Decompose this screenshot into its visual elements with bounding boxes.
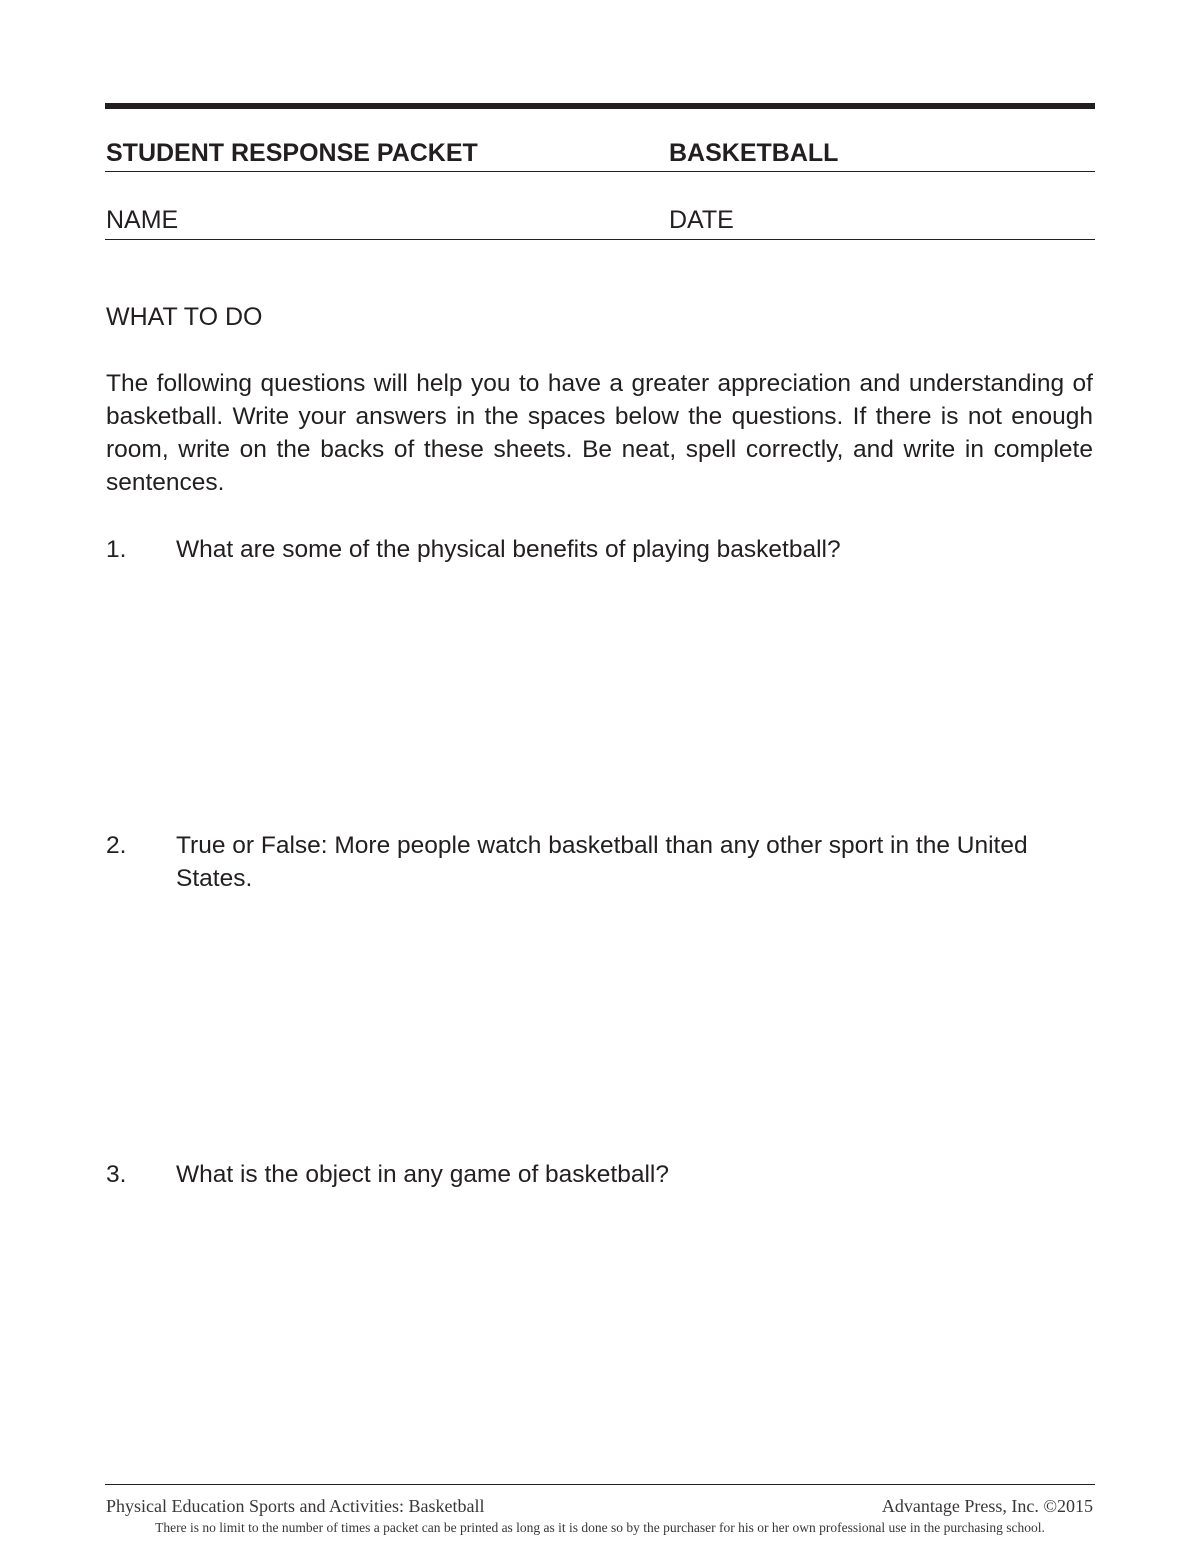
question-number: 3.	[106, 1161, 127, 1188]
question-text: What are some of the physical benefits of playing basketball?	[176, 536, 841, 563]
instructions-body: The following questions will help you to have a greater appreciation and understanding of basketball. Write your answers in the spaces below the questions. If there is not enough room, write on the backs of these sheets. Be neat, spell correctly, and write in complete sentences.	[106, 370, 1093, 496]
packet-title: STUDENT RESPONSE PACKET	[106, 139, 478, 167]
top-rule	[105, 103, 1095, 109]
name-date-row	[105, 205, 1095, 240]
instructions-heading: WHAT TO DO	[106, 303, 263, 331]
footer-publisher: Advantage Press, Inc. ©2015	[881, 1496, 1093, 1516]
question-text: True or False: More people watch basketball than any other sport in the United States.	[176, 832, 1028, 892]
footer-usage-note: There is no limit to the number of times a packet can be printed as long as it is done so by the purchaser for his or her own professional use in the purchasing school.	[155, 1520, 1045, 1535]
footer-book-title: Physical Education Sports and Activities: Basketball	[106, 1496, 485, 1516]
question-text: What is the object in any game of basketball?	[176, 1161, 670, 1188]
date-label: DATE	[669, 206, 734, 234]
subject-title: BASKETBALL	[669, 139, 839, 167]
footer-rule	[105, 1484, 1095, 1485]
name-label: NAME	[106, 206, 179, 234]
question-number: 2.	[106, 832, 127, 859]
question-number: 1.	[106, 536, 127, 563]
title-row	[105, 138, 1095, 172]
